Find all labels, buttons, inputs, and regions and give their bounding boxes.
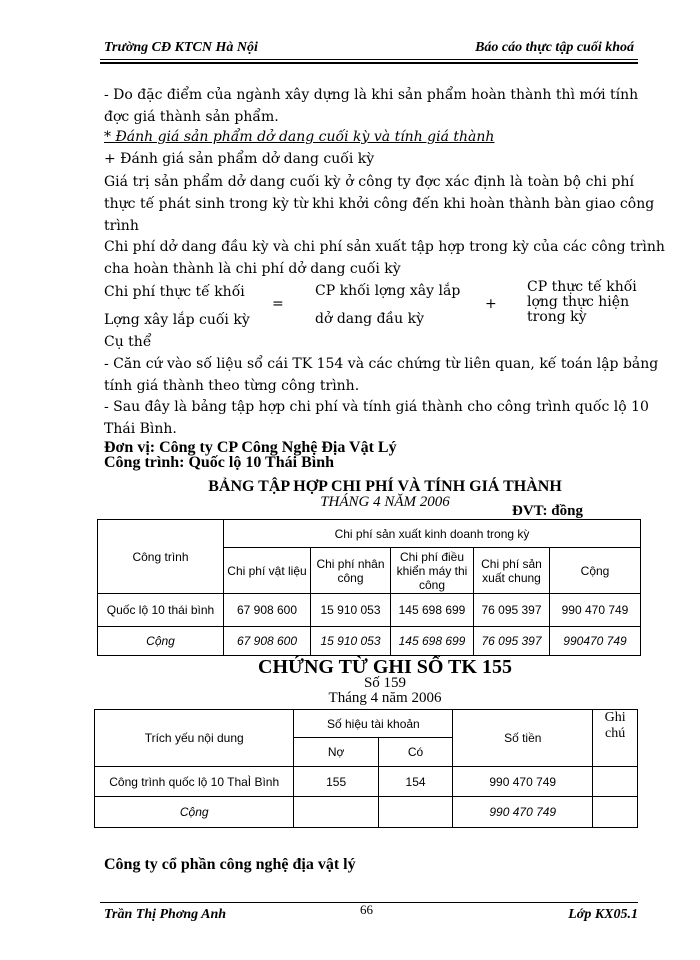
page-number: 66 [360, 902, 373, 917]
formula-right [527, 280, 637, 325]
paragraph: trình [104, 218, 139, 234]
table1-col-header: Cộng [550, 548, 641, 594]
header-rule-thick [100, 62, 638, 64]
paragraph: Chi phí dở dang đầu kỳ và chi phí sản xuất tập hợp trong kỳ của các công trình [104, 239, 665, 255]
formula-left-line1: Chi phí thực tế khối [104, 284, 245, 300]
header-rule [100, 59, 638, 60]
paragraph: Giá trị sản phẩm dở dang cuối kỳ ở công ty đợc xác định là toàn bộ chi phí [104, 174, 634, 190]
formula-middle-line1: CP khối lợng xây lắp [315, 283, 461, 299]
table2-amount-header: Số tiền [453, 710, 593, 767]
paragraph: tính giá thành theo từng công trình. [104, 378, 360, 394]
table1-cell: 990 470 749 [550, 594, 641, 627]
formula-middle-line2: dở dang đầu kỳ [315, 311, 424, 327]
table2-cell: Cộng [95, 797, 294, 828]
table1-cell: 145 698 699 [391, 627, 474, 656]
table2-account-header: Số hiệu tài khoản [294, 710, 453, 738]
table-row [95, 797, 638, 828]
cost-summary-table [97, 519, 641, 656]
table2-cell [593, 767, 638, 797]
table1-cell: 67 908 600 [224, 627, 311, 656]
formula-right-line3: trong kỳ [527, 309, 587, 325]
table1-cell: Quốc lộ 10 thái bình [98, 594, 224, 627]
table1-cell: 990470 749 [550, 627, 641, 656]
table1-group-header: Chi phí sản xuất kinh doanh trong kỳ [224, 520, 641, 548]
table2-cell: 990 470 749 [453, 767, 593, 797]
table2-cell: 155 [294, 767, 378, 797]
table1-col-header: Chi phí sản xuất chung [474, 548, 550, 594]
formula-left-line2: Lợng xây lắp cuối kỳ [104, 312, 250, 328]
table1-col-header: Chi phí vật liệu [224, 548, 311, 594]
table2-cell: Công trình quốc lộ 10 ThaÌ Bình [95, 767, 294, 797]
table2-credit-header: Có [378, 738, 453, 767]
table-row [98, 594, 641, 627]
table2-number: Số 159 [363, 675, 407, 691]
table1-col-header: Chi phí nhân công [311, 548, 391, 594]
table2-cell [294, 797, 378, 828]
paragraph: - Căn cứ vào số liệu sổ cái TK 154 và các chứng từ liên quan, kế toán lập bảng [104, 356, 659, 372]
table1-cell: 67 908 600 [224, 594, 311, 627]
table1-cell: 76 095 397 [474, 627, 550, 656]
footer-author: Trần Thị Phơng Anh [104, 907, 227, 922]
table1-cell: 145 698 699 [391, 594, 474, 627]
paragraph: - Do đặc điểm của ngành xây dựng là khi sản phẩm hoàn thành thì mới tính [104, 87, 639, 103]
table1-cell: Cộng [98, 627, 224, 656]
header-report-title: Báo cáo thực tập cuối khoá [475, 40, 634, 55]
table2-cell [593, 797, 638, 828]
paragraph: thực tế phát sinh trong kỳ từ khi khởi công đến khi hoàn thành bàn giao công [104, 196, 655, 212]
project-label: Công trình: Quốc lộ 10 Thái Bình [104, 454, 334, 471]
voucher-table [94, 709, 638, 828]
paragraph: Cụ thể [104, 334, 152, 350]
table-row [95, 767, 638, 797]
table1-unit: ĐVT: đồng [512, 503, 583, 519]
table2-note-header: Ghi chú [593, 710, 638, 767]
paragraph: đợc giá thành sản phẩm. [104, 109, 279, 125]
company-name: Công ty cổ phần công nghệ địa vật lý [104, 856, 356, 873]
table-row [98, 627, 641, 656]
table2-title: CHỨNG TỪ GHI SỔ TK 155 [258, 656, 512, 678]
formula-equals: = [272, 296, 284, 312]
table2-cell [378, 797, 453, 828]
table1-cell: 15 910 053 [311, 594, 391, 627]
table2-cell: 990 470 749 [453, 797, 593, 828]
section-heading: * Đánh giá sản phẩm dở dang cuối kỳ và tính giá thành [104, 129, 495, 145]
table1-cell: 15 910 053 [311, 627, 391, 656]
table1-subtitle: THÁNG 4 NĂM 2006 [320, 494, 450, 510]
sub-heading: + Đánh giá sản phẩm dở dang cuối kỳ [104, 151, 375, 167]
paragraph: Thái Bình. [104, 421, 177, 437]
table2-desc-header: Trích yếu nội dung [95, 710, 294, 767]
table2-cell: 154 [378, 767, 453, 797]
formula-right-line1: CP thực tế khối [527, 279, 637, 295]
header-school: Trường CĐ KTCN Hà Nội [104, 40, 258, 55]
formula-right-line2: lợng thực hiện [527, 294, 630, 310]
paragraph: - Sau đây là bảng tập hợp chi phí và tính giá thành cho công trình quốc lộ 10 [104, 399, 649, 415]
table2-debit-header: Nợ [294, 738, 378, 767]
table1-cell: 76 095 397 [474, 594, 550, 627]
table1-project-header: Công trình [98, 520, 224, 594]
unit-label: Đơn vị: Công ty CP Công Nghệ Địa Vật Lý [104, 439, 397, 456]
formula-plus: + [485, 296, 497, 312]
table1-title: BẢNG TẬP HỢP CHI PHÍ VÀ TÍNH GIÁ THÀNH [208, 478, 562, 495]
table2-date: Tháng 4 năm 2006 [328, 690, 442, 706]
table1-col-header: Chi phí điều khiển máy thi công [391, 548, 474, 594]
paragraph: cha hoàn thành là chi phí dở dang cuối kỳ [104, 261, 401, 277]
footer-class: Lớp KX05.1 [568, 907, 638, 922]
